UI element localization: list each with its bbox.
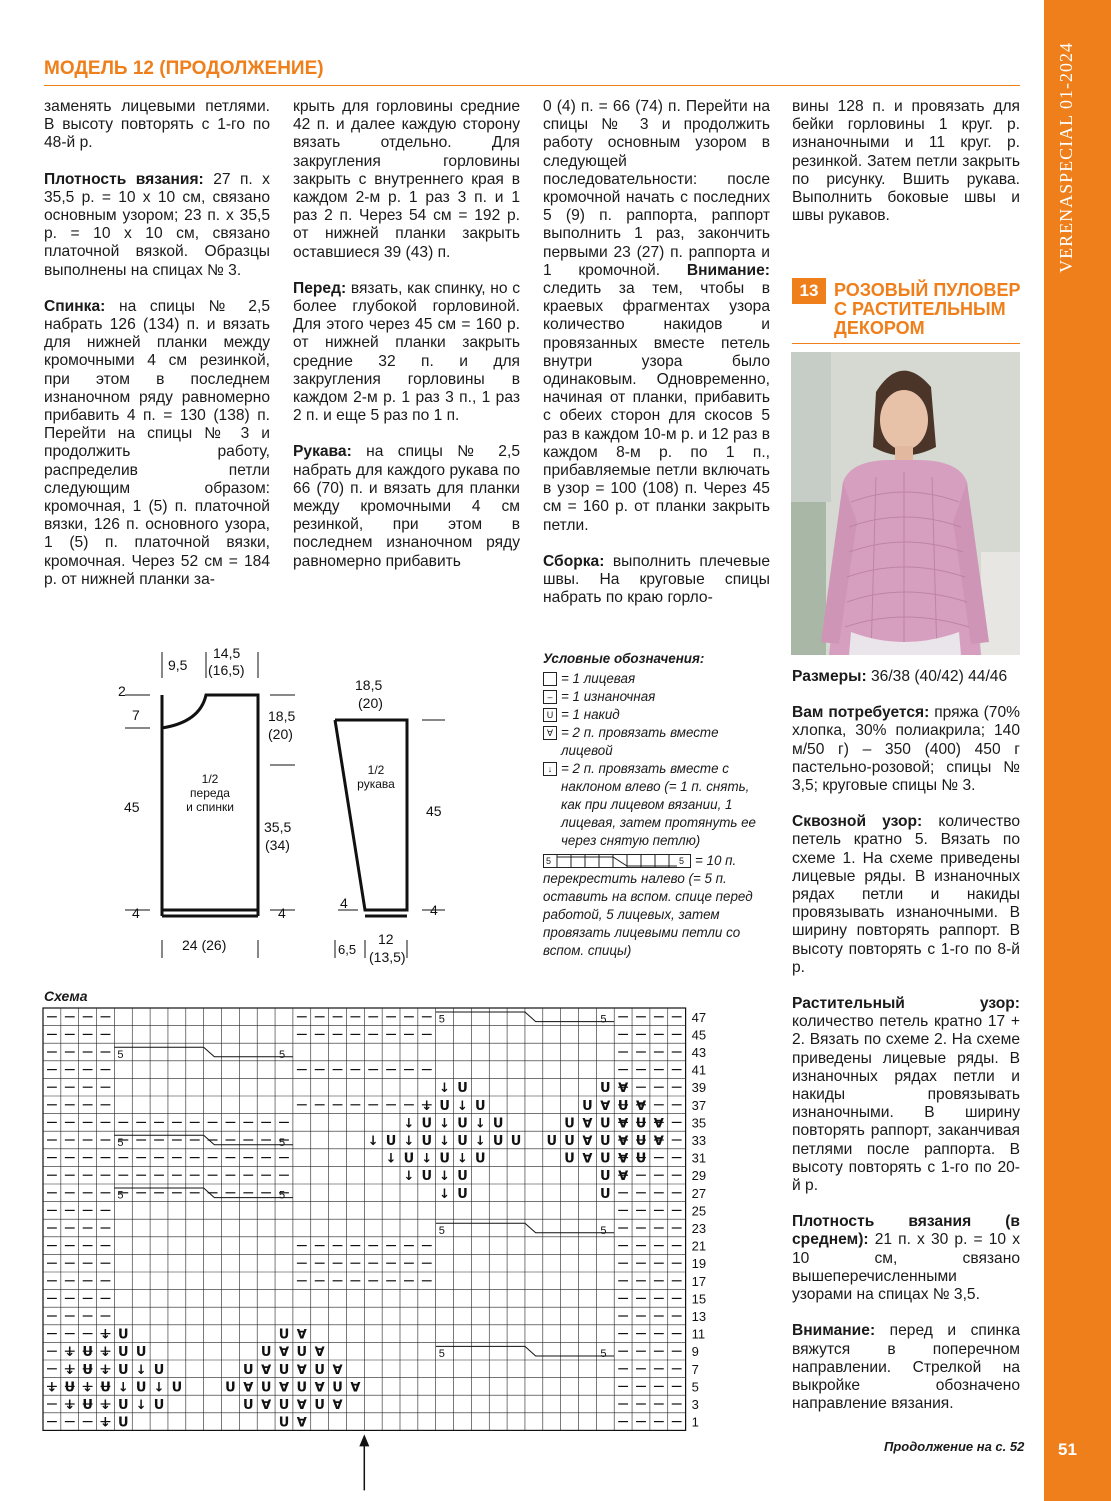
stitch-symbol: ↓ xyxy=(64,1362,76,1378)
column-3 xyxy=(543,98,770,625)
stitch-symbol: U xyxy=(599,1151,611,1167)
k2tog-symbol: ∀ xyxy=(543,726,557,740)
dim-label: 4 xyxy=(430,902,438,918)
dim-label: 18,5 xyxy=(268,708,296,724)
header-rule xyxy=(44,85,1020,86)
stitch-symbol: U xyxy=(278,1362,290,1378)
yarn-over-symbol: U xyxy=(543,708,557,722)
stitch-symbol: U xyxy=(635,1116,647,1132)
pattern-schematic xyxy=(110,640,460,980)
stitch-symbol: ∀ xyxy=(618,1081,629,1097)
stitch-symbol: U xyxy=(135,1345,147,1361)
purl-symbol: – xyxy=(543,690,557,704)
stitch-symbol: ∀ xyxy=(350,1380,361,1396)
stitch-symbol: ↓ xyxy=(100,1415,111,1431)
row-number: 47 xyxy=(691,1009,707,1025)
stitch-symbol: U xyxy=(225,1380,236,1396)
stitch-symbol: ∀ xyxy=(261,1398,272,1413)
stitch-symbol: U xyxy=(582,1098,593,1114)
stitch-symbol: ↓ xyxy=(457,1151,468,1167)
text-paragraph: заменять лицевыми петлями. В высоту повторять с 1-го по 48-й р. xyxy=(44,98,270,152)
stitch-symbol: ↓ xyxy=(385,1151,397,1167)
stitch-symbol: ∀ xyxy=(618,1116,629,1132)
stitch-symbol: ∀ xyxy=(314,1380,325,1396)
stitch-symbol: ↓ xyxy=(474,1116,486,1132)
stitch-symbol: ↓ xyxy=(64,1398,76,1413)
stitch-symbol: U xyxy=(403,1151,415,1167)
row-number: 11 xyxy=(691,1326,706,1342)
stitch-symbol: U xyxy=(599,1134,611,1149)
cable-num-left: 5 xyxy=(546,856,552,866)
stitch-symbol: ↓ xyxy=(403,1169,415,1185)
row-number: 37 xyxy=(691,1097,707,1113)
stitch-symbol: U xyxy=(421,1116,433,1132)
stitch-symbol: ∀ xyxy=(582,1134,593,1149)
stitch-symbol: ∀ xyxy=(582,1116,593,1132)
stitch-symbol: ∀ xyxy=(243,1380,254,1396)
row-number: 35 xyxy=(691,1115,707,1131)
cable-num: 5 xyxy=(438,1224,445,1237)
stitch-symbol: U xyxy=(457,1186,468,1202)
stitch-symbol: U xyxy=(599,1081,611,1097)
piece-label: и спинки xyxy=(186,800,234,814)
row-number: 41 xyxy=(691,1062,707,1078)
stitch-symbol: U xyxy=(278,1398,290,1413)
row-number: 17 xyxy=(691,1273,707,1289)
gauge: Плотность вязания (в среднем): 21 п. х 30 р. = 10 х 10 см, связано вышеперечисленными узорами на спицах № 3,5. xyxy=(792,1213,1020,1304)
dim-label: 12 xyxy=(378,931,394,947)
legend-item: ∀ = 2 п. провязать вместе лицевой xyxy=(543,724,778,760)
stitch-symbol: ∀ xyxy=(635,1098,647,1114)
text-paragraph: Рукава: на спицы № 2,5 набрать для каждого рукава по 66 (70) п. и вязать для планки между кромочными 4 см резинкой, при этом в последнем изнаночном ряду равномерно прибавить xyxy=(293,443,520,570)
stitch-symbol: U xyxy=(635,1134,647,1149)
stitch-symbol: U xyxy=(64,1380,76,1396)
row-number: 43 xyxy=(691,1045,707,1060)
stitch-symbol: ↓ xyxy=(64,1345,76,1361)
legend-title: Условные обозначения: xyxy=(543,651,705,666)
stitch-symbol: ↓ xyxy=(474,1134,486,1149)
stitch-symbol: U xyxy=(118,1398,129,1413)
row-number: 15 xyxy=(691,1291,707,1307)
stitch-symbol: U xyxy=(242,1362,254,1378)
cable-num-right: 5 xyxy=(679,856,685,866)
piece-label: рукава xyxy=(357,777,395,791)
dim-label: (20) xyxy=(268,726,293,742)
stitch-symbol: ↓ xyxy=(403,1116,415,1132)
stitch-symbol: U xyxy=(421,1169,433,1185)
arrow-head-icon xyxy=(359,1434,369,1446)
stitch-symbol: ∀ xyxy=(618,1169,629,1185)
stitch-symbol: U xyxy=(332,1380,343,1396)
dim-label: 24 (26) xyxy=(182,937,227,953)
row-number: 21 xyxy=(691,1238,707,1254)
model-title: РОЗОВЫЙ ПУЛОВЕР С РАСТИТЕЛЬНЫМ ДЕКОРОМ xyxy=(834,280,1021,338)
stitch-symbol: ↓ xyxy=(439,1081,451,1097)
stitch-symbol: U xyxy=(546,1134,558,1149)
dim-label: 45 xyxy=(426,803,442,819)
column-2 xyxy=(293,98,520,589)
stitch-symbol: ↓ xyxy=(439,1134,451,1149)
text-paragraph: 0 (4) п. = 66 (74) п. Перейти на спицы № 3 и продолжить работу основным узором в следующей последовательности: после кромочной начать с последних 5 (9) п. раппорта, раппорт выполнить 1 раз, закончить первыми 23 (27) п. раппорта и 1 кромочной. Внимание: следить за тем, чтобы в краевых фрагментах узора количество накидов и провязанных вместе петель внутри узора было одинаковым. Одновременно, начиная от планки, прибавить с обеих сторон для скосов 5 раз в каждом 10-м р. и 12 раз в каждом 8-м р. по 1 п., прибавляемые петли включать в узор = 100 (108) п. Через 45 см = 160 р. от планки закрыть петли. xyxy=(543,98,770,534)
stitch-symbol: ↓ xyxy=(100,1362,111,1378)
dim-label: 9,5 xyxy=(168,657,188,673)
stitch-symbol: U xyxy=(135,1380,147,1396)
stitch-symbol: ↓ xyxy=(403,1134,415,1149)
cable-num: 5 xyxy=(279,1189,286,1202)
stitch-symbol: ∀ xyxy=(296,1398,307,1413)
model-photo xyxy=(791,352,1020,655)
side-band xyxy=(1044,0,1111,1501)
floral-pattern: Растительный узор: количество петель кратно 17 + 2. Вязать по схеме 2. На схеме приведены лицевые ряды. В изнаночных рядах петли и накиды провязывать изнаночными. В ширину повторять раппорт, заканчивая петлями после раппорта. В высоту повторять с 1-го по 20-й р. xyxy=(792,995,1020,1195)
row-number: 5 xyxy=(691,1379,699,1395)
column-1 xyxy=(44,98,270,607)
cable-num: 5 xyxy=(279,1136,286,1149)
stitch-symbol: U xyxy=(492,1134,504,1149)
dim-label: (20) xyxy=(358,695,383,711)
stitch-symbol: U xyxy=(314,1398,325,1413)
stitch-symbol: ↓ xyxy=(439,1116,451,1132)
stitch-symbol: ∀ xyxy=(582,1151,593,1167)
legend-item: = 1 лицевая xyxy=(543,670,778,688)
row-number: 13 xyxy=(691,1309,707,1324)
text-paragraph: Плотность вязания: 27 п. х 35,5 р. = 10 х 10 см, связано основным узором; 23 п. х 35,5 р. = 10 х 10 см, связано платочной вязкой. Образцы выполнены на спицах № 3. xyxy=(44,170,270,279)
row-number: 39 xyxy=(691,1080,707,1096)
stitch-symbol: U xyxy=(492,1116,504,1132)
stitch-symbol: U xyxy=(153,1362,165,1378)
row-number: 27 xyxy=(691,1185,707,1201)
stitch-symbol: U xyxy=(100,1380,111,1396)
stitch-symbol: U xyxy=(296,1380,308,1396)
dim-label: 18,5 xyxy=(355,677,383,693)
cable-num: 5 xyxy=(600,1013,607,1026)
stitch-symbol: ↓ xyxy=(100,1345,111,1361)
stitch-symbol: ∀ xyxy=(261,1362,272,1378)
stitch-symbol: ∀ xyxy=(314,1345,325,1361)
row-number: 45 xyxy=(691,1027,707,1043)
stitch-symbol: U xyxy=(260,1380,272,1396)
stitch-symbol: ∀ xyxy=(296,1415,307,1431)
dim-label: 4 xyxy=(278,905,286,921)
stitch-symbol: U xyxy=(635,1151,647,1167)
dim-label: 14,5 xyxy=(213,645,241,661)
dim-label: 4 xyxy=(132,905,140,921)
dim-label: (34) xyxy=(265,837,290,853)
materials: Вам потребуется: пряжа (70% хлопка, 30% полиакрила; 140 м/50 г) – 350 (400) 450 г пастельно-розовой; спицы № 3,5; круговые спицы № 3. xyxy=(792,704,1020,795)
legend-item: – = 1 изнаночная xyxy=(543,688,778,706)
stitch-symbol: ↓ xyxy=(117,1380,129,1396)
stitch-symbol: U xyxy=(457,1116,468,1132)
magazine-name: VERENASPECIAL 01-2024 xyxy=(1056,42,1076,273)
stitch-symbol: U xyxy=(314,1362,325,1378)
row-number: 9 xyxy=(691,1344,699,1360)
stitch-symbol: U xyxy=(278,1327,290,1343)
stitch-symbol: U xyxy=(564,1151,575,1167)
model-number-badge: 13 xyxy=(792,278,826,304)
legend xyxy=(543,650,778,958)
stitch-symbol: ∀ xyxy=(296,1327,307,1343)
sizes: Размеры: 36/38 (40/42) 44/46 xyxy=(792,668,1008,685)
stitch-symbol: ∀ xyxy=(332,1362,343,1378)
dim-label: 45 xyxy=(124,799,140,815)
text-paragraph: вины 128 п. и провязать для бейки горловины 1 круг. р. изнаночными и 11 круг. р. резинкой. Затем петли закрыть по рисунку. Вшить рукава. Выполнить боковые швы и швы рукавов. xyxy=(792,98,1020,225)
column-4 xyxy=(792,98,1020,243)
stitch-symbol: ↓ xyxy=(100,1327,111,1343)
stitch-symbol: ∀ xyxy=(278,1380,290,1396)
legend-item: ↓ = 2 п. провязать вместе с наклоном влево (= 1 п. снять, как при лицевом вязании, 1 лицевая, затем протянуть ее через снятую петлю) xyxy=(543,760,778,850)
stitch-symbol: U xyxy=(242,1398,254,1413)
dim-label: (16,5) xyxy=(208,662,245,678)
model-13-text xyxy=(792,668,1020,1431)
stitch-symbol: ∀ xyxy=(618,1134,629,1149)
dim-label: 2 xyxy=(118,683,126,699)
stitch-symbol: U xyxy=(475,1151,486,1167)
lace-pattern: Сквозной узор: количество петель кратно 5. Вязать по схеме 1. На схеме приведены лицевые ряды. В изнаночных рядах петли и накиды провязывать изнаночными. В ширину повторять раппорт. В высоту повторять с 1-го по 8-й р. xyxy=(792,813,1020,976)
stitch-symbol: ↓ xyxy=(153,1380,165,1396)
row-number: 7 xyxy=(691,1361,699,1377)
row-number: 31 xyxy=(691,1150,707,1166)
attention: Внимание: перед и спинка вяжутся в поперечном направлении. Стрелкой на выкройке обозначено направление вязания. xyxy=(792,1322,1020,1413)
stitch-symbol: U xyxy=(564,1134,575,1149)
stitch-symbol: ↓ xyxy=(135,1398,147,1413)
stitch-symbol: U xyxy=(82,1362,93,1378)
stitch-symbol: U xyxy=(260,1345,272,1361)
stitch-symbol: U xyxy=(510,1134,522,1149)
row-number: 1 xyxy=(691,1414,699,1430)
stitch-symbol: U xyxy=(82,1398,93,1413)
row-number: 33 xyxy=(691,1133,707,1148)
cable-description: = 10 п. перекрестить налево (= 5 п. оставить на вспом. спице перед работой, 5 лицевых, затем провязать лицевыми петли со вспом. спицы) xyxy=(543,853,753,958)
text-paragraph: Перед: вязать, как спинку, но с более глубокой горловиной. Для этого через 45 см = 160 р. от нижней планки закрыть средние 32 п. и для закругления горловины в каждом 2-м р. 1 раз 3 п., 1 раз 2 п. и еще 5 раз по 1 п. xyxy=(293,279,520,425)
row-number: 25 xyxy=(691,1203,707,1219)
knit-symbol xyxy=(543,672,557,686)
dim-label: 4 xyxy=(340,895,348,911)
stitch-symbol: ∀ xyxy=(600,1098,611,1114)
stitch-symbol: U xyxy=(439,1151,450,1167)
cable-num: 5 xyxy=(279,1048,286,1061)
stitch-symbol: ∀ xyxy=(278,1345,290,1361)
dim-label: 35,5 xyxy=(264,819,292,835)
cable-num: 5 xyxy=(117,1189,124,1202)
dim-label: 6,5 xyxy=(338,942,357,957)
piece-label: переда xyxy=(190,786,230,800)
stitch-symbol: U xyxy=(118,1362,129,1378)
stitch-symbol: U xyxy=(118,1327,129,1343)
stitch-symbol: U xyxy=(599,1169,611,1185)
stitch-symbol: ↓ xyxy=(439,1186,451,1202)
stitch-symbol: U xyxy=(457,1081,468,1097)
stitch-symbol: U xyxy=(564,1116,575,1132)
stitch-symbol: ↓ xyxy=(100,1398,111,1413)
stitch-symbol: U xyxy=(457,1134,468,1149)
stitch-symbol: U xyxy=(171,1380,183,1396)
cable-num: 5 xyxy=(117,1136,124,1149)
stitch-symbol: U xyxy=(421,1134,433,1149)
stitch-symbol: ↓ xyxy=(457,1098,468,1114)
row-number: 29 xyxy=(691,1168,707,1184)
stitch-symbol: ∀ xyxy=(653,1134,664,1149)
stitch-symbol: U xyxy=(599,1186,611,1202)
stitch-symbol: U xyxy=(599,1116,611,1132)
ssk-symbol: ↓ xyxy=(543,762,557,776)
row-number: 23 xyxy=(691,1221,707,1236)
text-paragraph: крыть для горловины средние 42 п. и далее каждую сторону вязать отдельно. Для закругления горловины закрыть с внутреннего края в каждом 2-м р. 1 раз 3 п. и 1 раз 2 п. Через 54 см = 192 р. от нижней планки закрыть оставшиеся 39 (43) п. xyxy=(293,98,520,261)
stitch-symbol: ↓ xyxy=(439,1169,451,1185)
stitch-symbol: U xyxy=(82,1345,93,1361)
stitch-symbol: U xyxy=(153,1398,165,1413)
stitch-symbol: ∀ xyxy=(618,1151,629,1167)
stitch-symbol: ↓ xyxy=(367,1134,379,1149)
stitch-symbol: ∀ xyxy=(332,1398,343,1413)
continued-note: Продолжение на с. 52 xyxy=(884,1439,1025,1454)
row-number: 19 xyxy=(691,1256,707,1272)
stitch-symbol: ∀ xyxy=(653,1116,664,1132)
cable-num: 5 xyxy=(438,1348,445,1360)
dim-label: 7 xyxy=(132,707,140,723)
stitch-symbol: U xyxy=(457,1169,468,1185)
stitch-symbol: U xyxy=(278,1415,290,1431)
stitch-symbol: ∀ xyxy=(296,1362,307,1378)
stitch-symbol: U xyxy=(118,1415,129,1431)
model-rule xyxy=(792,343,1020,344)
cable-num: 5 xyxy=(600,1348,607,1360)
stitch-symbol: U xyxy=(296,1345,308,1361)
stitch-symbol: U xyxy=(118,1345,129,1361)
stitch-symbol: U xyxy=(617,1098,629,1114)
stitch-symbol: ↓ xyxy=(82,1380,94,1396)
piece-label: 1/2 xyxy=(201,772,219,786)
stitch-symbol: ↓ xyxy=(46,1380,58,1396)
stitch-symbol: ↓ xyxy=(135,1362,147,1378)
dim-label: (13,5) xyxy=(369,949,406,965)
text-paragraph: Сборка: выполнить плечевые швы. На круговые спицы набрать по краю горло- xyxy=(543,552,770,607)
section-title: МОДЕЛЬ 12 (ПРОДОЛЖЕНИЕ) xyxy=(44,58,324,79)
row-number: 3 xyxy=(691,1397,699,1412)
knitting-chart xyxy=(42,1006,722,1496)
cable-num: 5 xyxy=(600,1224,607,1237)
cable-num: 5 xyxy=(117,1048,124,1061)
stitch-symbol: ↓ xyxy=(421,1151,433,1167)
cable-num: 5 xyxy=(438,1013,445,1026)
stitch-symbol: ↓ xyxy=(421,1098,433,1114)
text-paragraph: Спинка: на спицы № 2,5 набрать 126 (134) п. и вязать для нижней планки между кромочными 4 см резинкой, при этом в последнем изнаночном ряду равномерно прибавить 4 п. = 130 (138) п. Перейти на спицы № 3 и продолжить работу, распределив петли следующим образом: кромочная, 1 (5) п. платочной вязки, 126 п. основного узора, 1 (5) п. платочной вязки, кромочная. Через 52 см = 184 р. от нижней планки за- xyxy=(44,297,270,588)
stitch-symbol: U xyxy=(385,1134,397,1149)
stitch-symbol: U xyxy=(439,1098,450,1114)
legend-item: U = 1 накид xyxy=(543,706,778,724)
stitch-symbol: U xyxy=(475,1098,486,1114)
scheme-title: Схема xyxy=(44,988,88,1004)
page-number: 51 xyxy=(1058,1440,1077,1459)
piece-label: 1/2 xyxy=(367,763,385,777)
